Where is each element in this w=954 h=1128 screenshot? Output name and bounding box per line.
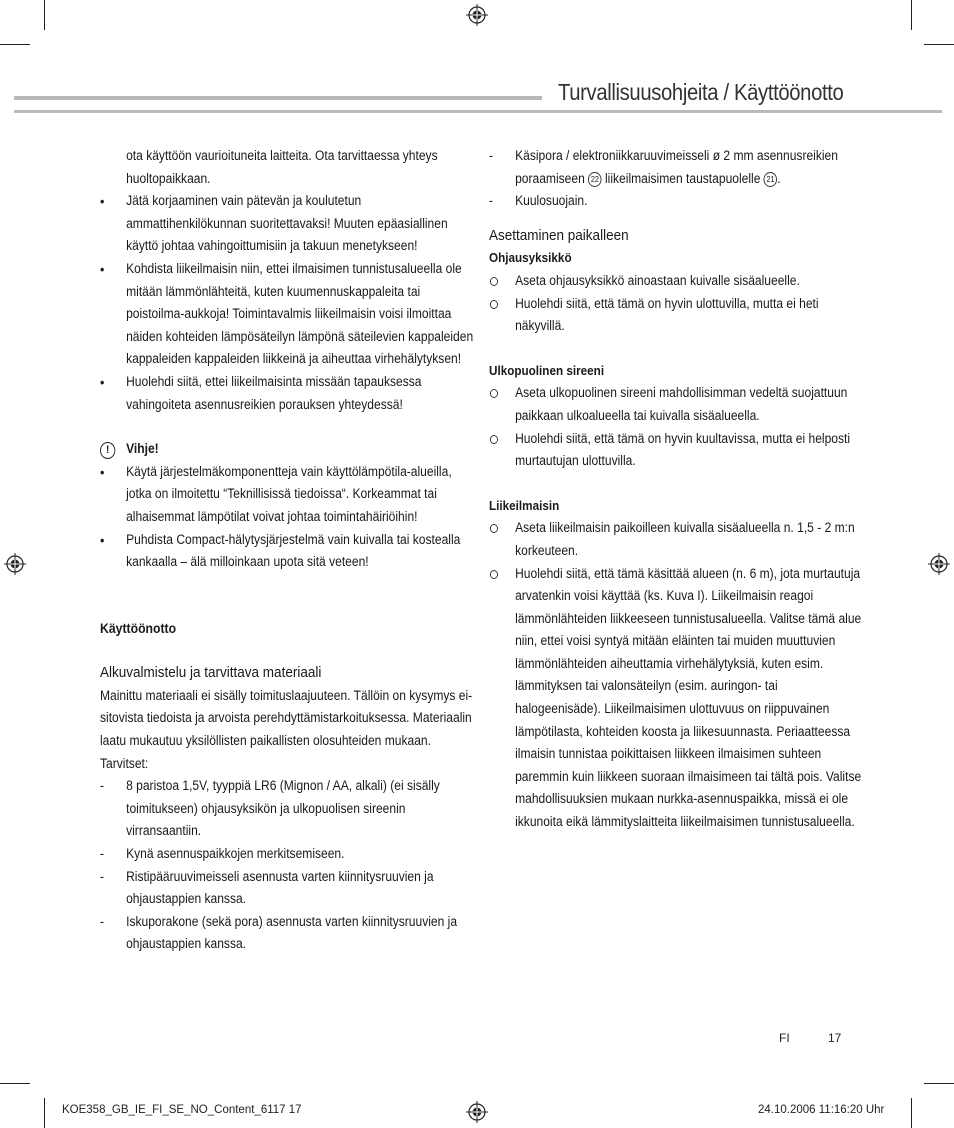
crop-mark — [911, 1098, 912, 1128]
list-item — [100, 258, 475, 371]
list-text: liikeilmaisimen taustapuolelle — [605, 170, 761, 186]
registration-mark-icon — [466, 1101, 488, 1123]
circle-bullet-icon — [489, 293, 507, 317]
crop-mark — [0, 44, 30, 45]
crop-mark — [0, 1083, 30, 1084]
minor-heading: Liikeilmaisin — [489, 497, 560, 513]
minor-heading: Ohjausyksikkö — [489, 250, 572, 266]
page-title: Turvallisuusohjeita / Käyttöönotto — [558, 79, 844, 105]
bullet-icon: • — [100, 260, 105, 277]
hint-label: Vihje! — [126, 441, 159, 457]
list-text: Huolehdi siitä, että tämä on hyvin kuultavissa, mutta ei helposti murtautujan ulottuvilla. — [515, 430, 851, 469]
bullet-icon: • — [100, 193, 105, 210]
subsection-heading: Alkuvalmistelu ja tarvittava materiaali — [100, 664, 322, 682]
circle-bullet-icon — [489, 517, 507, 541]
bullet-icon: • — [100, 463, 105, 480]
registration-mark-icon — [4, 553, 26, 575]
section-heading: Käyttöönotto — [100, 620, 177, 636]
list-item — [100, 529, 475, 574]
circle-bullet-icon — [489, 563, 507, 587]
bullet-text: Jätä korjaaminen vain pätevän ja koulutetun ammattihenkilökunnan suoritettavaksi! Muuten epäasiallinen käyttö johtaa vahingoittumisiin ja takuun menetykseen! — [126, 193, 448, 254]
page-number: 17 — [828, 1031, 842, 1045]
list-text: Huolehdi siitä, että tämä käsittää alueen (n. 6 m), jota murtautuja arvatenkin voisi käyttää (ks. Kuva I). Liikeilmaisin reagoi lämmönlähteiden liikkeeseen tunnistusalueella. Valitse tämä alue niin, ettei voisi syntyä mitään eläinten tai muiden muuttuvien lämmönlähteiden aiheuttamia virhehälytyksiä, kuten esim. lämmityksen tai valonsäteilyn (esim. auringon- tai halogeenisäde). Liikeilmaisimen ulottuvuus on riippuvainen lämpötilasta, kohteiden koosta ja liikesuunnasta. Periaatteessa ilmaisin tunnistaa poikittaisen liikkeen ilmaisimen suhteen paremmin kuin liikkeen suoraan ilmaisimeen tai tältä pois. Valitse mahdollisuuksien mukaan nurkka-asennuspaikka, missä ei ole ikkunoita eikä lämmityslaitteita liikeilmaisimen tunnistusalueella. — [515, 565, 862, 830]
left-column — [100, 145, 475, 956]
hint-heading — [100, 438, 475, 461]
crop-mark — [911, 0, 912, 30]
circle-bullet-icon — [489, 428, 507, 452]
dash-icon: - — [100, 778, 105, 794]
dash-icon: - — [100, 846, 105, 862]
language-code: FI — [779, 1031, 790, 1045]
list-item — [489, 382, 864, 427]
list-text: Käsipora / elektroniikkaruuvimeisseli ø 2 mm asennusreikien poraamiseen — [515, 148, 838, 186]
needs-label: Tarvitset: — [100, 755, 149, 771]
list-item — [100, 190, 475, 258]
dash-icon: - — [100, 868, 105, 884]
minor-heading: Ulkopuolinen sireeni — [489, 362, 605, 378]
list-item — [489, 517, 864, 562]
dash-icon: - — [489, 148, 494, 163]
list-item — [489, 563, 864, 834]
subsection-heading: Asettaminen paikalleen — [489, 226, 629, 244]
bullet-text: Kohdista liikeilmaisin niin, ettei ilmaisimen tunnistusalueella ole mitään lämmönlähteitä, kuten kuumennuskappaleita tai poistoilma-aukkoja! Toimintavalmis liikeilmaisin voisi ilmoittaa näiden kohteiden lämpösäteilyn lämpönä säteilevien kappaleiden kappaleiden kappaleiden liikkeinä ja aiheuttaa virhehälytyksen! — [126, 260, 474, 367]
list-item — [489, 190, 864, 213]
list-text: Aseta ohjausyksikkö ainoastaan kuivalle sisäalueelle. — [515, 272, 800, 288]
list-item — [489, 270, 864, 293]
list-text: . — [777, 170, 781, 186]
dash-icon: - — [489, 193, 494, 209]
crop-mark — [44, 0, 45, 30]
print-file-name: KOE358_GB_IE_FI_SE_NO_Content_6117 17 — [62, 1104, 302, 1116]
header-rule — [14, 110, 942, 113]
header-rule — [14, 96, 542, 100]
crop-mark — [44, 1098, 45, 1128]
list-text: Kuulosuojain. — [515, 193, 588, 209]
list-item — [100, 866, 475, 911]
bullet-text: Huolehdi siitä, ettei liikeilmaisinta missään tapauksessa vahingoiteta asennusreikien porauksen yhteydessä! — [126, 373, 422, 412]
bullet-icon: • — [100, 373, 105, 390]
warning-icon: ! — [100, 438, 118, 461]
reference-number: 21 — [764, 172, 778, 187]
right-column — [489, 145, 864, 834]
list-text: 8 paristoa 1,5V, tyyppiä LR6 (Mignon / AA, alkali) (ei sisälly toimitukseen) ohjausyksikön ja ulkopuolisen sireenin virransaantiin. — [126, 778, 440, 839]
paragraph: Mainittu materiaali ei sisälly toimituslaajuuteen. Tällöin on kysymys ei-sitovista tiedoista ja arvoista perehdyttämistarkoituksessa. Materiaalin laatu mukautuu yksilöllisten paikallisten olosuhteiden mukaan. — [100, 687, 473, 749]
bullet-icon: • — [100, 531, 105, 548]
paragraph: ota käyttöön vaurioituneita laitteita. Ota tarvittaessa yhteys huoltopaikkaan. — [126, 148, 438, 186]
bullet-text: Käytä järjestelmäkomponentteja vain käyttölämpötila-alueilla, jotka on ilmoitettu “Teknillisissä tiedoissa“. Korkeammat tai alhaisemmat lämpötilat voivat johtaa toimintahäiriöihin! — [126, 463, 452, 524]
list-item — [100, 775, 475, 843]
list-item — [489, 145, 864, 190]
list-item — [100, 371, 475, 416]
list-text: Iskuporakone (sekä pora) asennusta varten kiinnitysruuvien ja ohjaustappien kanssa. — [126, 913, 458, 952]
list-item — [100, 911, 475, 956]
list-text: Ristipääruuvimeisseli asennusta varten kiinnitysruuvien ja ohjaustappien kanssa. — [126, 868, 434, 907]
circle-bullet-icon — [489, 382, 507, 406]
registration-mark-icon — [466, 4, 488, 26]
list-item — [489, 293, 864, 338]
registration-mark-icon — [928, 553, 950, 575]
list-text: Aseta ulkopuolinen sireeni mahdollisimman vedeltä suojattuun paikkaan ulkoalueella tai kuivalla sisäalueella. — [515, 385, 848, 423]
print-timestamp: 24.10.2006 11:16:20 Uhr — [758, 1104, 885, 1116]
circle-bullet-icon — [489, 270, 507, 294]
list-item — [100, 145, 475, 190]
list-text: Aseta liikeilmaisin paikoilleen kuivalla sisäalueella n. 1,5 - 2 m:n korkeuteen. — [515, 520, 855, 558]
reference-number: 22 — [588, 172, 602, 187]
list-item — [100, 461, 475, 529]
list-text: Huolehdi siitä, että tämä on hyvin ulottuvilla, mutta ei heti näkyvillä. — [515, 295, 819, 334]
bullet-text: Puhdista Compact-hälytysjärjestelmä vain kuivalla tai kostealla kankaalla – älä milloinkaan upota sitä veteen! — [126, 531, 461, 570]
list-text: Kynä asennuspaikkojen merkitsemiseen. — [126, 846, 345, 862]
crop-mark — [924, 44, 954, 45]
crop-mark — [924, 1083, 954, 1084]
list-item — [489, 428, 864, 473]
dash-icon: - — [100, 913, 105, 929]
list-item — [100, 843, 475, 866]
